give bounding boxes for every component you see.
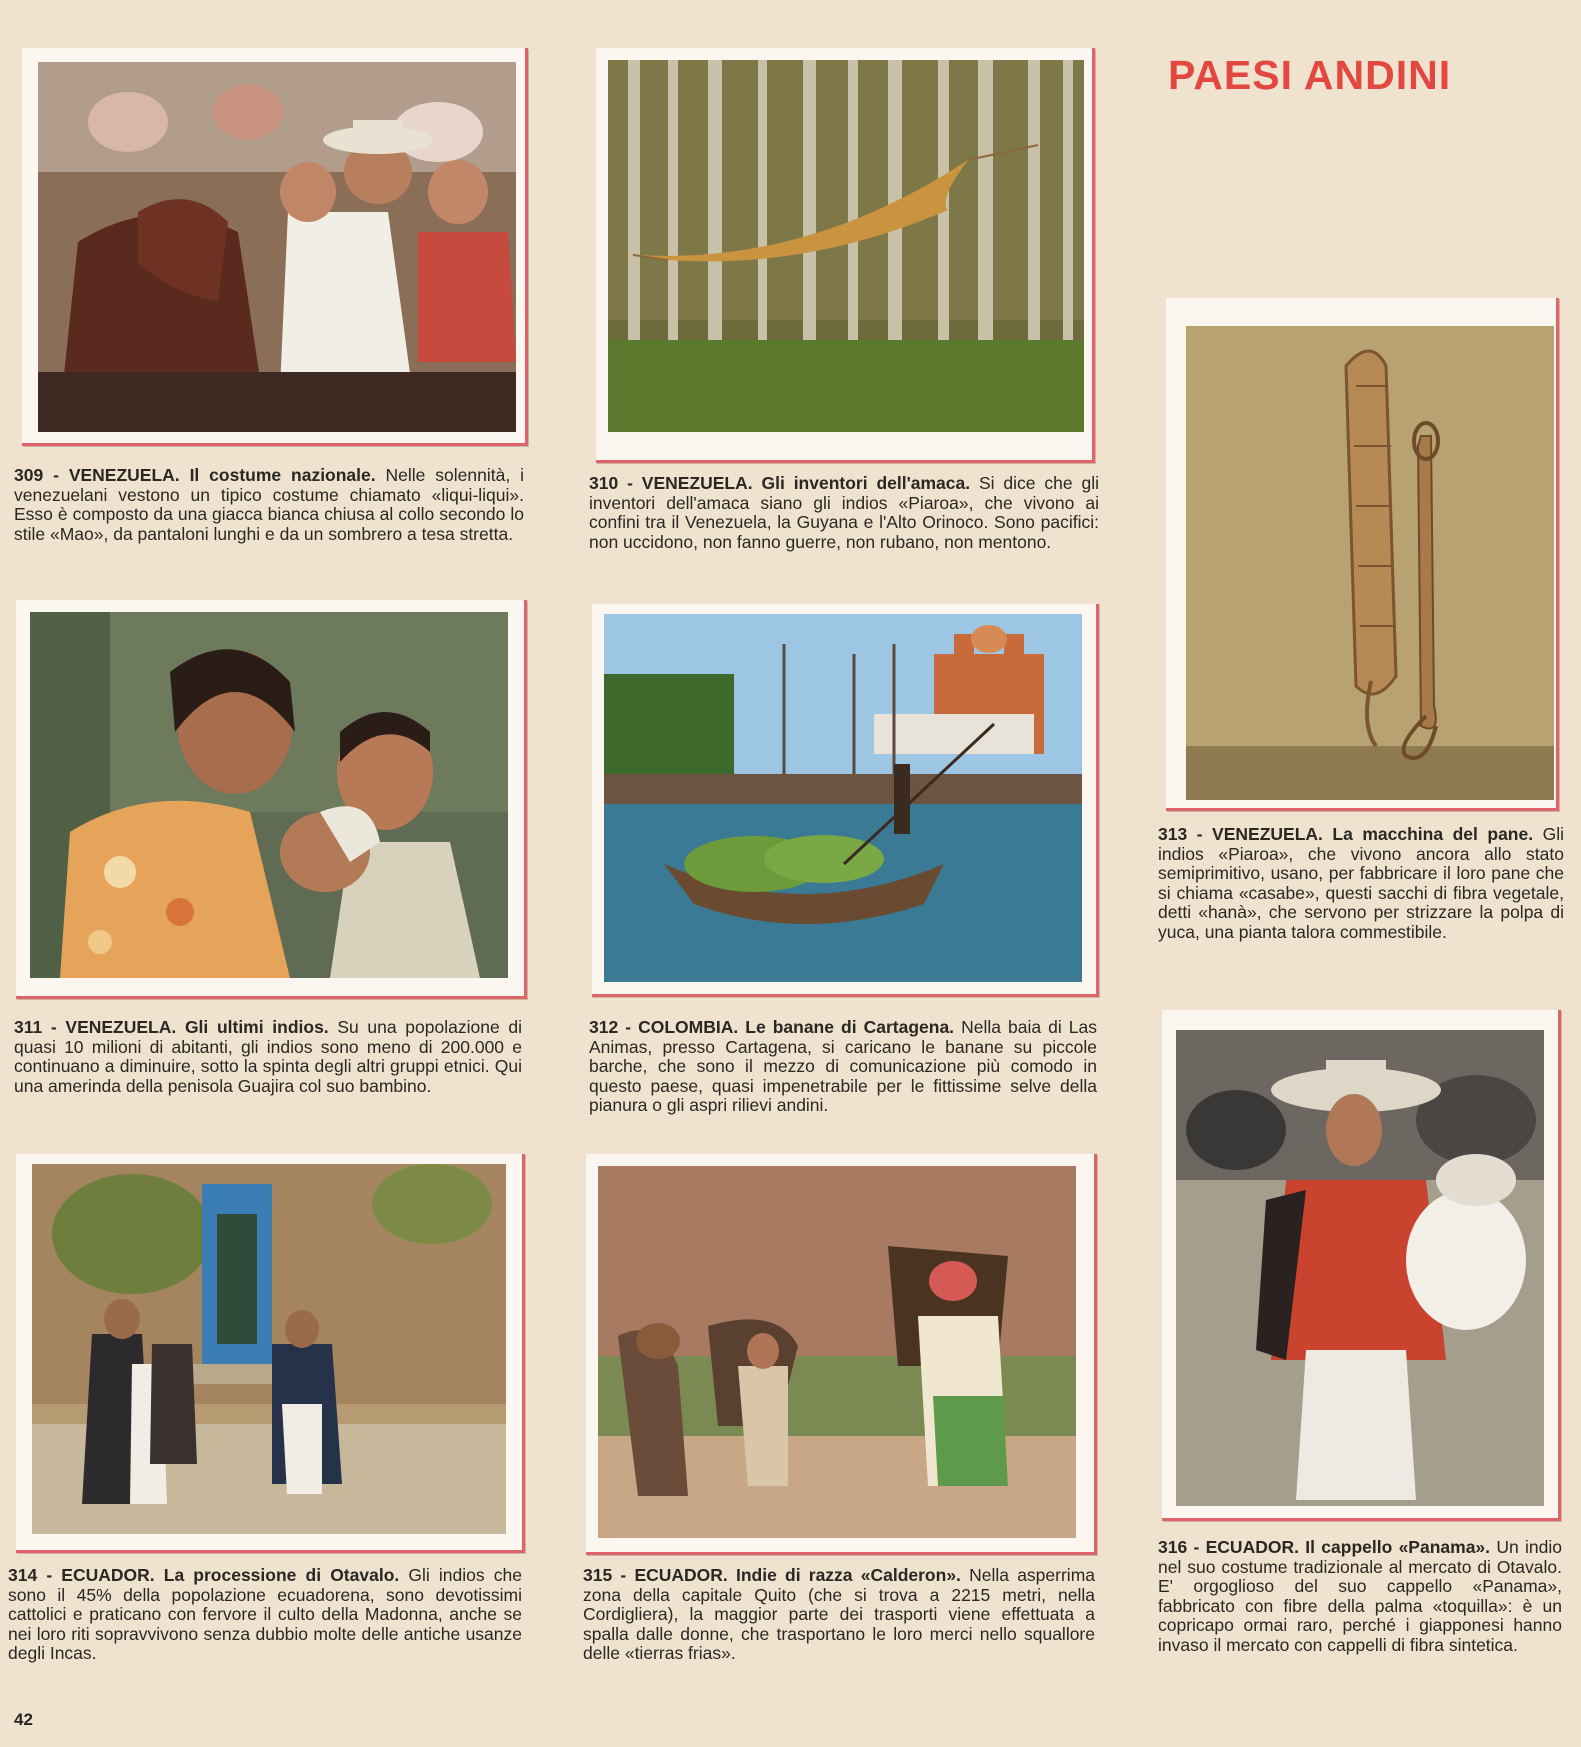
photo-316-panama-hat-market [1176, 1030, 1544, 1506]
photo-310-hammock-forest [608, 60, 1084, 432]
caption-312: 312 - COLOMBIA. Le banane di Cartagena. Nella baia di Las Animas, presso Cartagena, si caricano le banane su piccole barche, che sono il mezzo di comunicazione più comodo in questo paese, quasi impenetrabile per le fittissime selve della pianura o gli aspri rilievi andini. [589, 1017, 1097, 1115]
page-number: 42 [14, 1710, 33, 1729]
caption-316: 316 - ECUADOR. Il cappello «Panama». Un indio nel suo costume tradizionale al mercato di Otavalo. E' orgoglioso del suo cappello «Panama», fabbricato con fibre della palma «toquilla»: è un copricapo ormai raro, perché i giapponesi hanno invaso il mercato con cappelli di fibra sintetica. [1158, 1537, 1562, 1655]
photo-313-casabe-press [1186, 326, 1554, 800]
caption-311: 311 - VENEZUELA. Gli ultimi indios. Su una popolazione di quasi 10 milioni di abitanti, gli indios sono meno di 200.000 e continuano a diminuire, sotto la spinta degli altri gruppi etnici. Qui una amerinda della penisola Guajira col suo bambino. [14, 1017, 522, 1096]
photo-315-calderon-women [598, 1166, 1076, 1538]
caption-315: 315 - ECUADOR. Indie di razza «Calderon». Nella asperrima zona della capitale Quito (che si trova a 2215 metri, nella Cordigliera), la maggior parte dei trasporti viene effettuata a spalla dalle donne, che trasportano le loro merci nello squallore delle «tierras frias». [583, 1565, 1096, 1663]
photo-314-otavalo-procession [32, 1164, 506, 1534]
caption-313: 313 - VENEZUELA. La macchina del pane. Gli indios «Piaroa», che vivono ancora allo stato semiprimitivo, usano, per fabbricare il loro pane che si chiama «casabe», questi sacchi di fibra vegetale, detti «hanà», che servono per strizzare la polpa di yuca, una pianta talora commestibile. [1158, 824, 1564, 942]
photo-309-liqui-liqui-costume [38, 62, 516, 432]
caption-314: 314 - ECUADOR. La processione di Otavalo. Gli indios che sono il 45% della popolazione ecuadorena, sono devotissimi cattolici e praticano con fervore il culto della Madonna, anche se nei loro riti sopravvivono senza dubbio molte delle antiche usanze degli Incas. [8, 1565, 522, 1663]
page-title: PAESI ANDINI [1168, 52, 1452, 98]
photo-311-guajira-mother [30, 612, 508, 978]
photo-312-cartagena-bananas [604, 614, 1082, 982]
caption-310: 310 - VENEZUELA. Gli inventori dell'amaca. Si dice che gli inventori dell'amaca siano gli indios «Piaroa», che vivono ai confini tra il Venezuela, la Guyana e l'Alto Orinoco. Sono pacifici: non uccidono, non fanno guerre, non rubano, non mentono. [589, 473, 1099, 552]
caption-309: 309 - VENEZUELA. Il costume nazionale. Nelle solennità, i venezuelani vestono un tipico costume chiamato «liqui-liqui». Esso è composto da una giacca bianca chiusa al collo secondo lo stile «Mao», da pantaloni lunghi e da un sombrero a tesa stretta. [14, 465, 524, 544]
